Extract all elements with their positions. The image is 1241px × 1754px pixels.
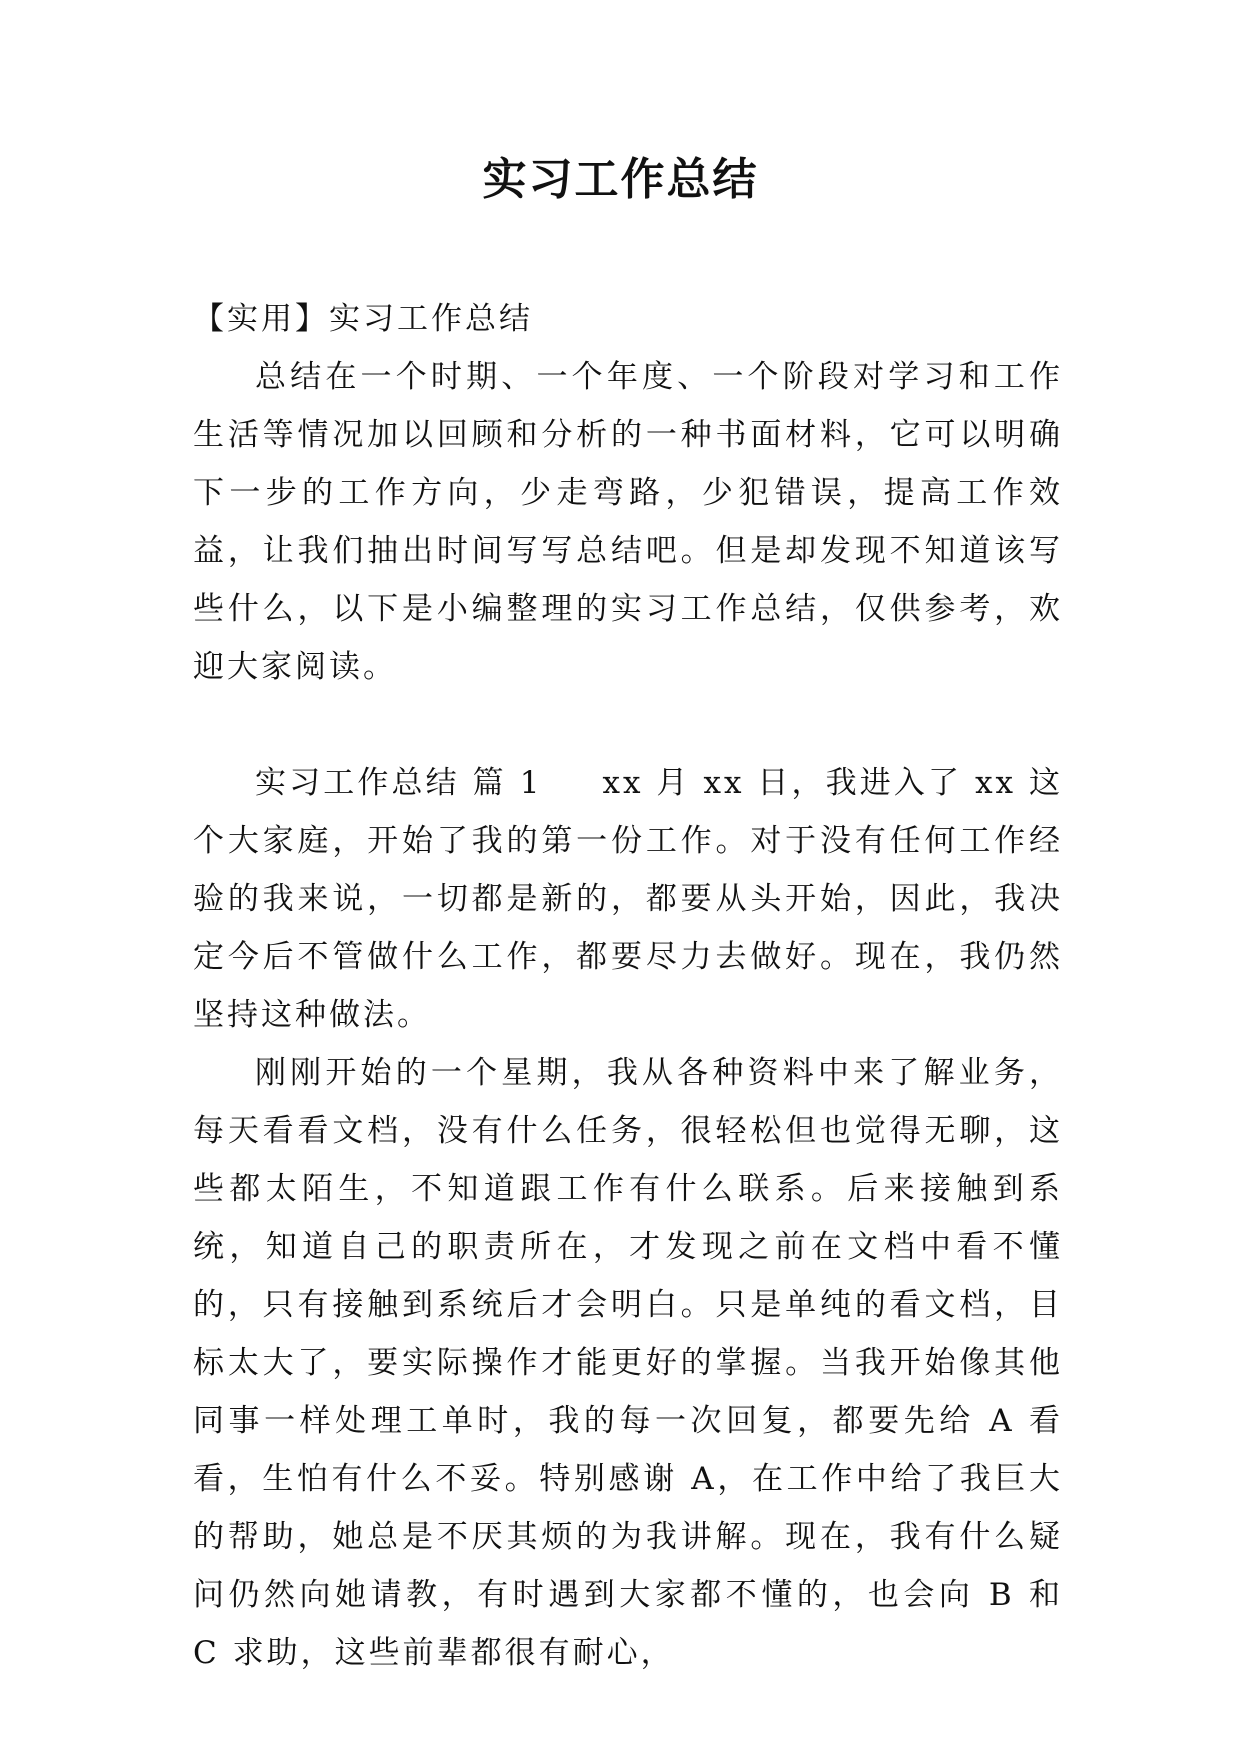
section-1-first-paragraph (193, 754, 1063, 1044)
paragraph-spacer (193, 696, 1063, 754)
section-1-heading: 实习工作总结 篇 1 (255, 765, 543, 801)
document-subtitle: 【实用】实习工作总结 (193, 301, 533, 337)
section-1-paragraph-2: 刚刚开始的一个星期，我从各种资料中来了解业务，每天看看文档，没有什么任务，很轻松但也觉得无聊，这些都太陌生，不知道跟工作有什么联系。后来接触到系统，知道自己的职责所在，才发现之前在文档中看不懂的，只有接触到系统后才会明白。只是单纯的看文档，目标太大了，要实际操作才能更好的掌握。当我开始像其他同事一样处理工单时，我的每一次回复，都要先给 A 看看，生怕有什么不妥。特别感谢 A，在工作中给了我巨大的帮助，她总是不厌其烦的为我讲解。现在，我有什么疑问仍然向她请教，有时遇到大家都不懂的，也会向 B 和 C 求助，这些前辈都很有耐心， (193, 1055, 1063, 1671)
intro-paragraph: 总结在一个时期、一个年度、一个阶段对学习和工作生活等情况加以回顾和分析的一种书面材料，它可以明确下一步的工作方向，少走弯路，少犯错误，提高工作效益，让我们抽出时间写写总结吧。但是却发现不知道该写些什么，以下是小编整理的实习工作总结，仅供参考，欢迎大家阅读。 (193, 359, 1063, 685)
document-body (193, 290, 1063, 1682)
section-1-paragraph-1-text: xx 月 xx 日，我进入了 xx 这个大家庭，开始了我的第一份工作。对于没有任何工作经验的我来说，一切都是新的，都要从头开始，因此，我决定今后不管做什么工作，都要尽力去做好。现在，我仍然坚持这种做法。 (193, 765, 1064, 1033)
document-title: 实习工作总结 (482, 154, 759, 205)
